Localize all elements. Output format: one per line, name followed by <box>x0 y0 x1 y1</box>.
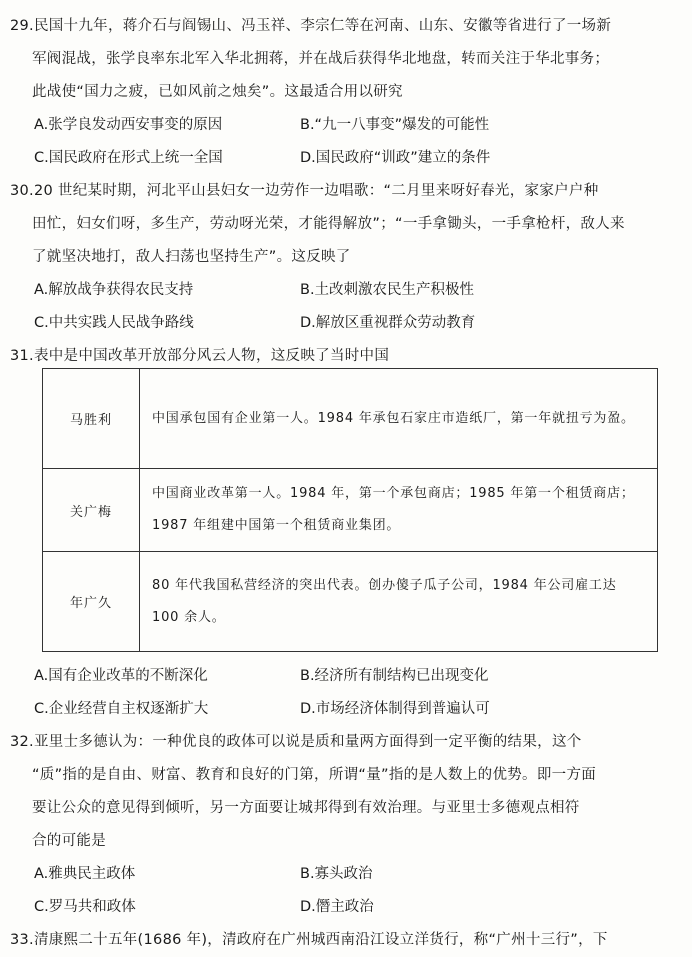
question-32-stem-line-2: “质”指的是自由、财富、教育和良好的门第，所谓“量”指的是人数上的优势。即一方面 <box>32 767 597 783</box>
table-cell-desc: 中国商业改革第一人。1984 年，第一个承包商店；1985 年第一个租赁商店；1987 年组建中国第一个租赁商业集团。 <box>140 469 658 552</box>
question-29-options-row-2 <box>10 142 680 175</box>
question-30-option-b: B.土改刺激农民生产积极性 <box>300 282 475 298</box>
question-31-option-b: B.经济所有制结构已出现变化 <box>300 668 489 684</box>
question-31-option-d: D.市场经济体制得到普遍认可 <box>300 701 490 717</box>
table-cell-name: 马胜利 <box>43 369 140 469</box>
exam-page-lower <box>10 660 680 957</box>
question-31-table <box>42 368 658 652</box>
question-30-options-row-2 <box>10 307 680 340</box>
table-row <box>43 552 658 652</box>
question-31-options-row-2 <box>10 693 680 726</box>
question-32-stem-line-1: 32.亚里士多德认为：一种优良的政体可以说是质和量两方面得到一定平衡的结果，这个 <box>10 734 582 750</box>
question-29-option-a: A.张学良发动西安事变的原因 <box>34 117 223 133</box>
question-30-stem-line-1: 30.20 世纪某时期，河北平山县妇女一边劳作一边唱歌：“二月里来呀好春光，家家户户种 <box>10 183 599 199</box>
question-31-option-c: C.企业经营自主权逐渐扩大 <box>34 701 209 717</box>
question-32-stem-line-3: 要让公众的意见得到倾听，另一方面要让城邦得到有效治理。与亚里士多德观点相符 <box>32 800 580 816</box>
question-32-option-c: C.罗马共和政体 <box>34 899 136 915</box>
question-30-stem-line-3: 了就坚决地打，敌人扫荡也坚持生产”。这反映了 <box>32 249 351 265</box>
exam-page <box>10 10 680 373</box>
table-cell-desc: 中国承包国有企业第一人。1984 年承包石家庄市造纸厂，第一年就扭亏为盈。 <box>140 369 658 469</box>
table-row <box>43 469 658 552</box>
question-29 <box>10 10 680 175</box>
question-32-option-a: A.雅典民主政体 <box>34 866 136 882</box>
table-cell-name: 关广梅 <box>43 469 140 552</box>
question-30 <box>10 175 680 340</box>
table-row <box>43 369 658 469</box>
question-30-option-c: C.中共实践人民战争路线 <box>34 315 194 331</box>
question-29-option-b: B.“九一八事变”爆发的可能性 <box>300 117 490 133</box>
table-cell-name: 年广久 <box>43 552 140 652</box>
question-29-stem-line-2: 军阀混战，张学良率东北军入华北拥蒋，并在战后获得华北地盘，转而关注于华北事务； <box>32 51 610 67</box>
question-32-options-row-1 <box>10 858 680 891</box>
question-30-stem-line-2: 田忙，妇女们呀，多生产，劳动呀光荣，才能得解放”；“一手拿锄头，一手拿枪杆，敌人来 <box>32 216 625 232</box>
question-32 <box>10 726 680 924</box>
question-32-option-b: B.寡头政治 <box>300 866 373 882</box>
question-30-options-row-1 <box>10 274 680 307</box>
question-30-option-a: A.解放战争获得农民支持 <box>34 282 194 298</box>
question-31-stem-line-1: 31.表中是中国改革开放部分风云人物，这反映了当时中国 <box>10 348 390 364</box>
question-31-options-row-1 <box>10 660 680 693</box>
question-29-option-c: C.国民政府在形式上统一全国 <box>34 150 223 166</box>
question-32-stem-line-4: 合的可能是 <box>32 833 106 849</box>
question-29-stem-line-1: 29.民国十九年，蒋介石与阎锡山、冯玉祥、李宗仁等在河南、山东、安徽等省进行了一场新 <box>10 18 612 34</box>
table-cell-desc: 80 年代我国私营经济的突出代表。创办傻子瓜子公司，1984 年公司雇工达 100 余人。 <box>140 552 658 652</box>
question-31-option-a: A.国有企业改革的不断深化 <box>34 668 208 684</box>
question-33 <box>10 924 680 957</box>
question-30-option-d: D.解放区重视群众劳动教育 <box>300 315 476 331</box>
question-29-option-d: D.国民政府“训政”建立的条件 <box>300 150 491 166</box>
question-33-stem-line-1: 33.清康熙二十五年(1686 年)，清政府在广州城西南沿江设立洋货行，称“广州十三行”，下 <box>10 932 608 948</box>
question-31-options <box>10 660 680 726</box>
question-32-options-row-2 <box>10 891 680 924</box>
question-29-stem-line-3: 此战使“国力之疲，已如风前之烛矣”。这最适合用以研究 <box>32 84 403 100</box>
question-29-options-row-1 <box>10 109 680 142</box>
question-32-option-d: D.僭主政治 <box>300 899 374 915</box>
